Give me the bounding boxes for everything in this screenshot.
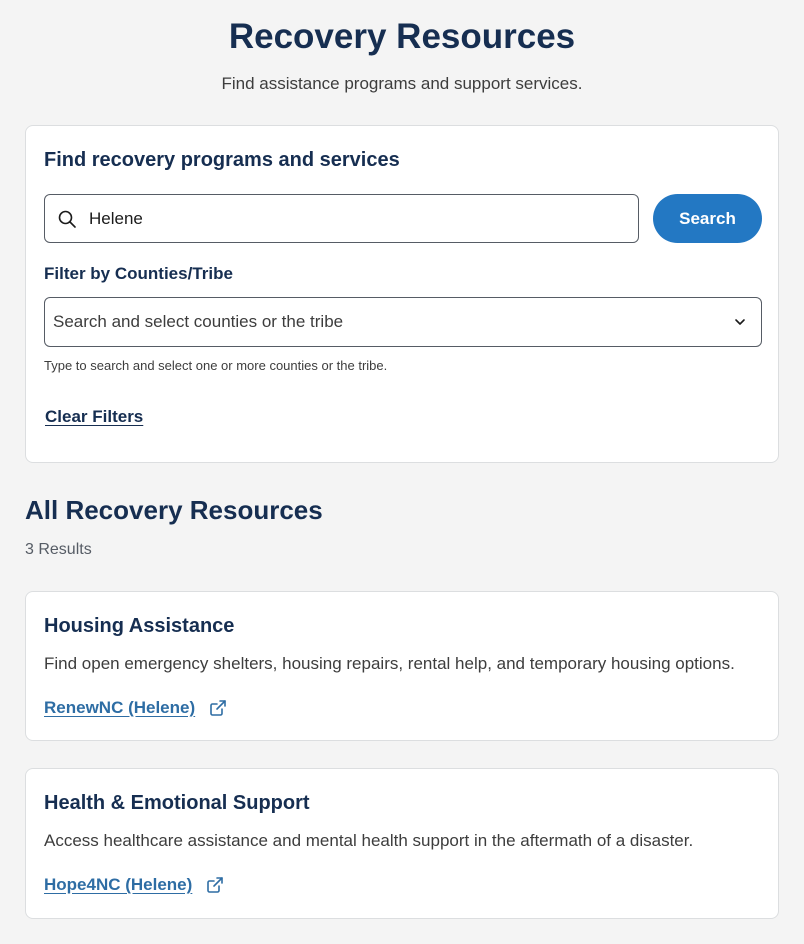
resource-title: Health & Emotional Support bbox=[44, 792, 310, 814]
external-link-icon bbox=[206, 876, 224, 894]
page-title: Recovery Resources bbox=[228, 17, 576, 56]
results-count: 3 Results bbox=[25, 541, 92, 558]
search-button[interactable]: Search bbox=[653, 194, 762, 243]
filter-hint: Type to search and select one or more counties or the tribe. bbox=[44, 358, 388, 373]
county-select[interactable] bbox=[44, 297, 762, 347]
chevron-down-icon bbox=[733, 315, 747, 329]
search-input[interactable] bbox=[89, 195, 629, 242]
resource-card bbox=[25, 591, 779, 741]
resource-link-label: RenewNC (Helene) bbox=[44, 698, 196, 717]
clear-filters-link[interactable]: Clear Filters bbox=[45, 407, 144, 426]
search-field[interactable] bbox=[44, 194, 639, 243]
search-heading: Find recovery programs and services bbox=[44, 149, 400, 171]
search-card bbox=[25, 125, 779, 463]
county-select-placeholder: Search and select counties or the tribe bbox=[53, 312, 344, 331]
page-subtitle: Find assistance programs and support services. bbox=[221, 74, 583, 93]
resource-card bbox=[25, 768, 779, 919]
search-icon bbox=[57, 209, 77, 229]
resource-title: Housing Assistance bbox=[44, 615, 235, 637]
page-header bbox=[0, 0, 804, 96]
external-link-icon bbox=[209, 699, 227, 717]
resource-description: Access healthcare assistance and mental health support in the aftermath of a disaster. bbox=[44, 831, 694, 850]
results-heading: All Recovery Resources bbox=[25, 495, 323, 525]
resource-description: Find open emergency shelters, housing repairs, rental help, and temporary housing options. bbox=[44, 654, 735, 673]
resource-link-label: Hope4NC (Helene) bbox=[44, 875, 193, 894]
resource-link[interactable] bbox=[44, 697, 227, 719]
resource-link[interactable] bbox=[44, 874, 224, 896]
filter-label: Filter by Counties/Tribe bbox=[44, 264, 233, 283]
